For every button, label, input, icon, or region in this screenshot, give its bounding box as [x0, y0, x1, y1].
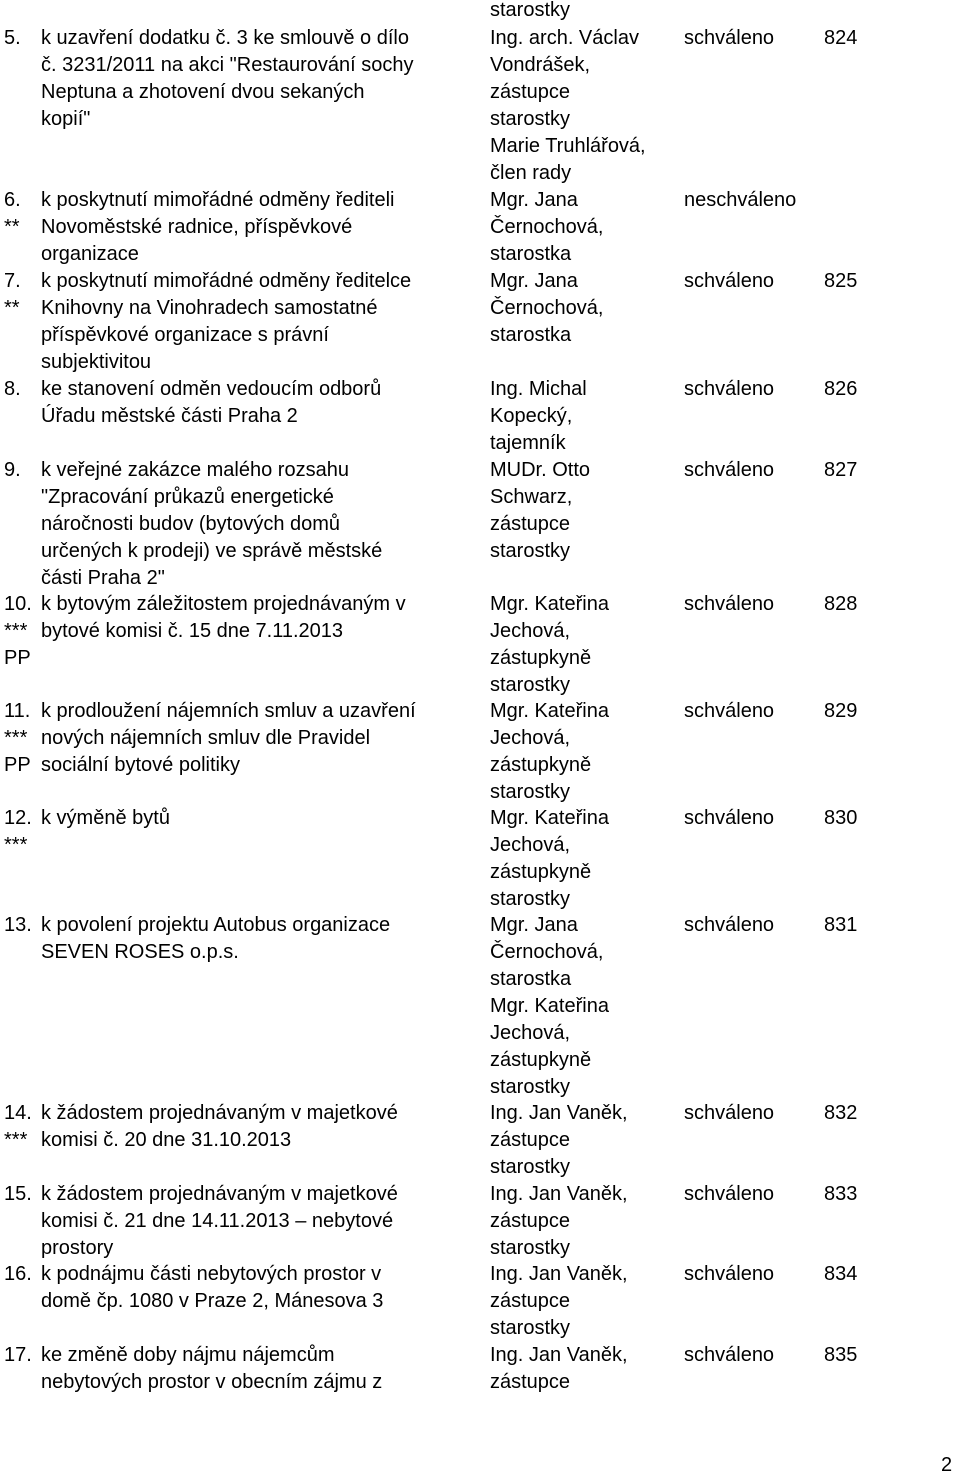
item-presenter-line: Černochová, [490, 297, 604, 319]
item-presenter-line: Jechová, [490, 727, 571, 749]
item-resolution-number: 833 [824, 1183, 858, 1205]
item-resolution-number: 826 [824, 378, 858, 400]
item-number [4, 1181, 44, 1208]
item-presenter-line: starostka [490, 968, 572, 990]
item-subject [41, 457, 481, 592]
item-subject-line: ke změně doby nájmu nájemcům [41, 1344, 335, 1366]
item-subject-line: domě čp. 1080 v Praze 2, Mánesova 3 [41, 1290, 384, 1312]
item-subject-line: komisi č. 20 dne 31.10.2013 [41, 1129, 292, 1151]
item-subject [41, 25, 481, 133]
item-result: schváleno [684, 1183, 775, 1205]
item-number-line: PP [4, 754, 31, 776]
item-subject-line: Úřadu městské části Praha 2 [41, 405, 298, 427]
item-number-line: 10. [4, 593, 32, 615]
item-subject-line: k povolení projektu Autobus organizace [41, 914, 391, 936]
item-number-line: 17. [4, 1344, 32, 1366]
item-number-line: ** [4, 297, 20, 319]
item-number [4, 376, 44, 403]
item-presenter-line: zástupce [490, 1290, 571, 1312]
item-number-line: 11. [4, 700, 31, 722]
item-subject-line: organizace [41, 243, 139, 265]
item-subject [41, 376, 481, 430]
item-presenter-line: starostky [490, 781, 571, 803]
item-number-line: 6. [4, 189, 21, 211]
item-subject-line: určených k prodeji) ve správě městské [41, 540, 383, 562]
item-presenter [490, 698, 680, 806]
item-subject-line: náročnosti budov (bytových domů [41, 513, 341, 535]
item-presenter-line: starostky [490, 1156, 571, 1178]
item-resolution-number: 825 [824, 270, 858, 292]
item-number [4, 25, 44, 52]
item-presenter-line: zástupkyně [490, 861, 592, 883]
item-number [4, 591, 44, 672]
item-number-line: 15. [4, 1183, 32, 1205]
item-presenter-line: starostka [490, 243, 572, 265]
item-presenter-line: starostky [490, 540, 571, 562]
item-subject [41, 1100, 481, 1154]
item-presenter-line: Ing. Jan Vaněk, [490, 1344, 628, 1366]
item-presenter [490, 457, 680, 565]
item-result: schváleno [684, 807, 775, 829]
item-number-line: 5. [4, 27, 21, 49]
item-subject-line: subjektivitou [41, 351, 152, 373]
item-number [4, 912, 44, 939]
item-presenter-line: starostka [490, 324, 572, 346]
item-presenter [490, 187, 680, 268]
item-subject-line: komisi č. 21 dne 14.11.2013 – nebytové [41, 1210, 394, 1232]
item-result: schváleno [684, 914, 775, 936]
item-subject-line: k podnájmu části nebytových prostor v [41, 1263, 382, 1285]
item-subject-line: ke stanovení odměn vedoucím odborů [41, 378, 382, 400]
item-subject-line: bytové komisi č. 15 dne 7.11.2013 [41, 620, 344, 642]
item-number-line: 8. [4, 378, 21, 400]
item-result: schváleno [684, 1263, 775, 1285]
item-subject-line: k poskytnutí mimořádné odměny ředitelce [41, 270, 412, 292]
item-result: schváleno [684, 1102, 775, 1124]
item-number [4, 1261, 44, 1288]
item-presenter-line: Mgr. Jana [490, 270, 578, 292]
item-number-line: 13. [4, 914, 32, 936]
item-number-line: PP [4, 647, 31, 669]
item-subject [41, 698, 481, 779]
item-presenter-line: starostky [490, 1237, 571, 1259]
item-subject-line: nebytových prostor v obecním zájmu z [41, 1371, 383, 1393]
item-subject-line: k uzavření dodatku č. 3 ke smlouvě o dílo [41, 27, 409, 49]
item-subject [41, 268, 481, 376]
item-resolution-number: 834 [824, 1263, 858, 1285]
item-number-line: 14. [4, 1102, 32, 1124]
item-presenter-line: Ing. Jan Vaněk, [490, 1102, 628, 1124]
item-presenter [490, 591, 680, 699]
item-resolution-number: 824 [824, 27, 858, 49]
item-number [4, 1100, 44, 1154]
item-result: schváleno [684, 270, 775, 292]
item-presenter-line: zástupkyně [490, 754, 592, 776]
item-number-line: 16. [4, 1263, 32, 1285]
item-presenter-line: starostky [490, 674, 571, 696]
item-presenter-line: Mgr. Kateřina [490, 807, 609, 829]
item-subject [41, 187, 481, 268]
item-number-line: 7. [4, 270, 21, 292]
item-presenter-line: Ing. Jan Vaněk, [490, 1263, 628, 1285]
item-presenter-line: Mgr. Jana [490, 189, 578, 211]
item-presenter-line: Černochová, [490, 216, 604, 238]
item-number [4, 457, 44, 484]
item-presenter-line: Mgr. Jana [490, 914, 578, 936]
item-subject-line: k veřejné zakázce malého rozsahu [41, 459, 349, 481]
item-resolution-number: 827 [824, 459, 858, 481]
item-resolution-number: 828 [824, 593, 858, 615]
item-result: schváleno [684, 593, 775, 615]
item-subject-line: nových nájemních smluv dle Pravidel [41, 727, 371, 749]
item-presenter-line: Jechová, [490, 620, 571, 642]
item-subject-line: prostory [41, 1237, 114, 1259]
item-subject-line: části Praha 2" [41, 567, 165, 589]
item-subject-line: k žádostem projednávaným v majetkové [41, 1183, 398, 1205]
item-number [4, 187, 44, 241]
item-presenter [490, 1342, 680, 1396]
item-presenter-line: Ing. arch. Václav [490, 27, 639, 49]
carry-over-presenter [490, 0, 680, 24]
item-presenter-line: Jechová, [490, 1022, 571, 1044]
item-presenter-line: Černochová, [490, 941, 604, 963]
item-presenter-line: starostky [490, 888, 571, 910]
item-subject-line: "Zpracování průkazů energetické [41, 486, 334, 508]
item-number [4, 805, 44, 859]
item-resolution-number: 835 [824, 1344, 858, 1366]
item-presenter [490, 25, 680, 187]
item-presenter [490, 805, 680, 913]
item-resolution-number: 829 [824, 700, 858, 722]
item-presenter-line: zástupce [490, 513, 571, 535]
item-presenter-line: Vondrášek, [490, 54, 591, 76]
item-subject-line: Knihovny na Vinohradech samostatné [41, 297, 378, 319]
item-number-line: ** [4, 216, 20, 238]
item-presenter-line: zástupkyně [490, 647, 592, 669]
item-number [4, 268, 44, 322]
item-subject [41, 1342, 481, 1396]
item-subject-line: kopií" [41, 108, 91, 130]
item-presenter-line: Mgr. Kateřina [490, 995, 609, 1017]
item-subject-line: k žádostem projednávaným v majetkové [41, 1102, 398, 1124]
item-presenter [490, 1100, 680, 1181]
item-presenter-line: tajemník [490, 432, 566, 454]
item-resolution-number: 830 [824, 807, 858, 829]
item-subject [41, 1181, 481, 1262]
item-number-line: *** [4, 834, 28, 856]
item-result: schváleno [684, 27, 775, 49]
item-presenter-line: Ing. Jan Vaněk, [490, 1183, 628, 1205]
item-resolution-number: 831 [824, 914, 858, 936]
item-subject-line: SEVEN ROSES o.p.s. [41, 941, 239, 963]
item-number-line: *** [4, 1129, 28, 1151]
item-presenter [490, 376, 680, 457]
item-number [4, 698, 44, 779]
item-number-line: *** [4, 620, 28, 642]
item-presenter-line: starostky [490, 108, 571, 130]
item-presenter-line: zástupce [490, 1129, 571, 1151]
item-result: schváleno [684, 378, 775, 400]
item-presenter-line: zástupkyně [490, 1049, 592, 1071]
item-presenter-line: Ing. Michal [490, 378, 587, 400]
item-subject-line: k bytovým záležitostem projednávaným v [41, 593, 406, 615]
item-resolution-number: 832 [824, 1102, 858, 1124]
item-subject [41, 591, 481, 645]
item-subject-line: Neptuna a zhotovení dvou sekaných [41, 81, 365, 103]
item-presenter-line: starostky [490, 1317, 571, 1339]
item-result: neschváleno [684, 189, 797, 211]
item-presenter-line: zástupce [490, 1210, 571, 1232]
item-result: schváleno [684, 459, 775, 481]
item-subject-line: sociální bytové politiky [41, 754, 240, 776]
item-presenter-line: starostky [490, 1076, 571, 1098]
item-subject [41, 805, 481, 832]
item-subject-line: příspěvkové organizace s právní [41, 324, 329, 346]
item-presenter-line: MUDr. Otto [490, 459, 591, 481]
item-presenter-line: zástupce [490, 1371, 571, 1393]
item-presenter-line: Schwarz, [490, 486, 573, 508]
item-subject-line: k poskytnutí mimořádné odměny řediteli [41, 189, 395, 211]
item-presenter-line: zástupce [490, 81, 571, 103]
carry-over-line: starostky [490, 0, 571, 21]
item-presenter-line: Mgr. Kateřina [490, 700, 609, 722]
item-presenter [490, 1181, 680, 1262]
item-subject-line: k výměně bytů [41, 807, 170, 829]
item-presenter-line: Jechová, [490, 834, 571, 856]
item-presenter-line: Marie Truhlářová, [490, 135, 646, 157]
item-subject [41, 912, 481, 966]
item-presenter [490, 1261, 680, 1342]
item-number [4, 1342, 44, 1369]
item-presenter-line: Kopecký, [490, 405, 573, 427]
item-number-line: *** [4, 727, 28, 749]
item-result: schváleno [684, 700, 775, 722]
item-subject-line: Novoměstské radnice, příspěvkové [41, 216, 353, 238]
item-subject-line: k prodloužení nájemních smluv a uzavření [41, 700, 416, 722]
item-result: schváleno [684, 1344, 775, 1366]
item-presenter-line: Mgr. Kateřina [490, 593, 609, 615]
item-presenter [490, 268, 680, 349]
item-number-line: 9. [4, 459, 21, 481]
page-number: 2 [941, 1454, 953, 1476]
item-subject [41, 1261, 481, 1315]
item-number-line: 12. [4, 807, 32, 829]
item-presenter-line: člen rady [490, 162, 572, 184]
item-subject-line: č. 3231/2011 na akci "Restaurování sochy [41, 54, 414, 76]
item-presenter [490, 912, 680, 1101]
